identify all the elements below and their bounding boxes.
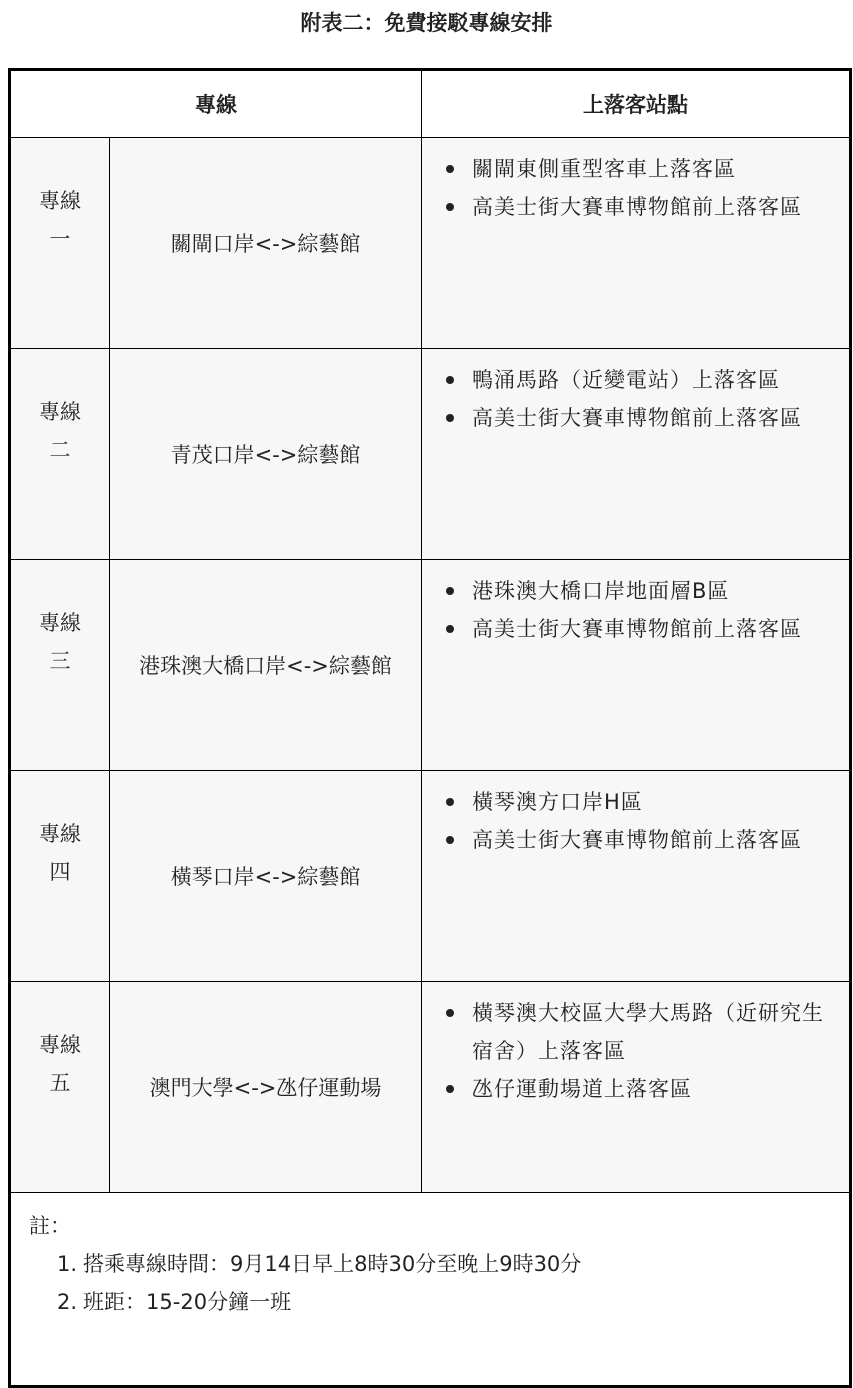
list-item: 高美士街大賽車博物館前上落客區 <box>472 188 835 226</box>
table-row <box>10 982 851 1193</box>
table-row <box>10 349 851 560</box>
list-item: 關閘東側重型客車上落客區 <box>472 150 835 188</box>
table-row <box>10 771 851 982</box>
header-stops: 上落客站點 <box>422 70 851 138</box>
list-item: 橫琴澳大校區大學大馬路（近研究生宿舍）上落客區 <box>472 994 835 1070</box>
route-number: 專線 一 <box>10 138 110 349</box>
list-item: 港珠澳大橋口岸地面層B區 <box>472 572 835 610</box>
notes-cell <box>10 1193 851 1387</box>
route-stops <box>422 560 851 771</box>
page-title: 附表二：免費接駁專線安排 <box>300 11 553 35</box>
table-row <box>10 560 851 771</box>
route-number: 專線 四 <box>10 771 110 982</box>
shuttle-routes-table <box>8 68 852 1388</box>
list-item: 鴨涌馬路（近變電站）上落客區 <box>472 361 835 399</box>
header-route: 專線 <box>10 70 422 138</box>
route-number: 專線 三 <box>10 560 110 771</box>
route-name: 關閘口岸<->綜藝館 <box>110 138 422 349</box>
route-name: 港珠澳大橋口岸<->綜藝館 <box>110 560 422 771</box>
route-stops <box>422 138 851 349</box>
notes-row <box>10 1193 851 1387</box>
table-row <box>10 138 851 349</box>
note-item: 2. 班距：15-20分鐘一班 <box>57 1290 292 1314</box>
route-number: 專線 二 <box>10 349 110 560</box>
route-name: 橫琴口岸<->綜藝館 <box>110 771 422 982</box>
list-item: 橫琴澳方口岸H區 <box>472 783 835 821</box>
notes-label: 註： <box>29 1214 71 1238</box>
table-header-row <box>10 70 851 138</box>
route-stops <box>422 982 851 1193</box>
list-item: 氹仔運動場道上落客區 <box>472 1070 835 1108</box>
route-name: 澳門大學<->氹仔運動場 <box>110 982 422 1193</box>
note-item: 1. 搭乘專線時間：9月14日早上8時30分至晚上9時30分 <box>57 1252 582 1276</box>
route-stops <box>422 349 851 560</box>
route-stops <box>422 771 851 982</box>
list-item: 高美士街大賽車博物館前上落客區 <box>472 399 835 437</box>
route-number: 專線 五 <box>10 982 110 1193</box>
list-item: 高美士街大賽車博物館前上落客區 <box>472 610 835 648</box>
list-item: 高美士街大賽車博物館前上落客區 <box>472 821 835 859</box>
route-name: 青茂口岸<->綜藝館 <box>110 349 422 560</box>
